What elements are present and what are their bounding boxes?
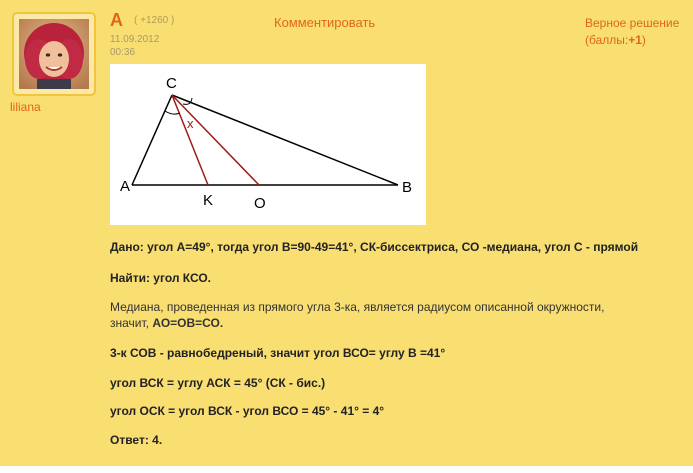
avatar-frame[interactable] bbox=[12, 12, 96, 96]
solution-given: Дано: угол А=49°, тогда угол В=90-49=41°, СК-биссектриса, СО -медиана, угол С - прямой bbox=[110, 240, 639, 254]
answer-time: 00:36 bbox=[110, 47, 136, 58]
triangle-diagram bbox=[110, 64, 426, 225]
explain-bold: АО=ОВ=СО. bbox=[152, 316, 224, 330]
explain-prefix: значит, bbox=[110, 316, 153, 330]
answer-date: 11.09.2012 bbox=[110, 34, 160, 45]
best-solution-label: Верное решение bbox=[585, 16, 680, 30]
solution-explain-1: Медиана, проведенная из прямого угла 3-ка, является радиусом описанной окружности, bbox=[110, 300, 605, 314]
label-x: x bbox=[187, 116, 194, 131]
solution-step-3: угол ОСК = угол ВСК - угол ВСО = 45° - 41° = 4° bbox=[110, 404, 385, 418]
best-points-value: +1 bbox=[628, 33, 642, 47]
label-k: K bbox=[203, 192, 214, 209]
label-b: B bbox=[402, 179, 413, 196]
diagram-background bbox=[110, 64, 426, 225]
solution-answer: Ответ: 4. bbox=[110, 433, 163, 447]
best-points-suffix: ) bbox=[641, 33, 646, 47]
username-link[interactable]: liliana bbox=[10, 100, 41, 114]
solution-find: Найти: угол КСО. bbox=[110, 271, 212, 285]
comment-link[interactable]: Комментировать bbox=[274, 15, 376, 30]
solution-explain-2 bbox=[110, 316, 223, 330]
avatar-photo-icon bbox=[19, 19, 89, 89]
avatar[interactable] bbox=[19, 19, 89, 89]
solution-step-2: угол ВСК = углу АСК = 45° (СК - бис.) bbox=[110, 376, 326, 390]
best-points-prefix: (баллы: bbox=[585, 33, 629, 47]
best-solution-points bbox=[585, 32, 679, 49]
best-solution-badge bbox=[585, 15, 679, 49]
label-c: C bbox=[166, 75, 177, 92]
label-a: A bbox=[120, 178, 131, 195]
author-name[interactable]: А bbox=[110, 10, 123, 30]
author-points: ( +1260 ) bbox=[134, 15, 175, 26]
label-o: O bbox=[254, 195, 266, 212]
solution-step-1: 3-к СОВ - равнобедреный, значит угол ВСО= углу В =41° bbox=[110, 346, 446, 360]
